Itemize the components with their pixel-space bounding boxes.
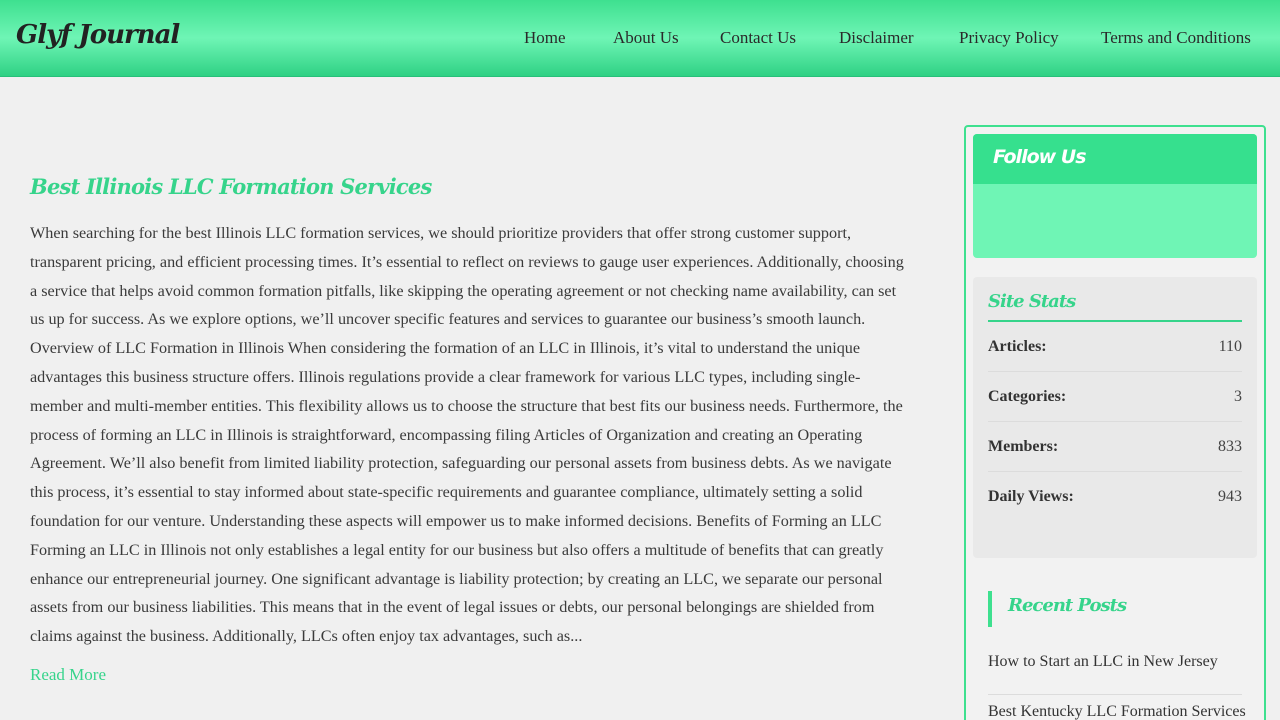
site-logo[interactable]: Glyf Journal — [16, 20, 180, 50]
site-header — [0, 0, 1280, 77]
stat-value: 833 — [1218, 437, 1242, 455]
stat-row-members — [988, 422, 1242, 472]
stat-row-daily-views — [988, 472, 1242, 522]
sidebar — [964, 125, 1266, 720]
post-article — [30, 174, 910, 685]
follow-us-title: Follow Us — [973, 134, 1257, 184]
stat-row-categories — [988, 372, 1242, 422]
post-excerpt: When searching for the best Illinois LLC formation services, we should prioritize providers that offer strong customer support, transparent pricing, and efficient processing times. It’s essential to reflect on reviews to gauge user experiences. Additionally, choosing a service that helps avoid common formation pitfalls, like skipping the operating agreement or not checking name availability, can set us up for success. As we explore options, we’ll uncover specific features and services to guarantee our business’s smooth launch. Overview of LLC Formation in Illinois When considering the formation of an LLC in Illinois, it’s vital to understand the unique advantages this business structure offers. Illinois regulations provide a clear framework for various LLC types, including single-member and multi-member entities. This flexibility allows us to choose the structure that best fits our business needs. Furthermore, the process of forming an LLC in Illinois is straightforward, encompassing filing Articles of Organization and creating an Operating Agreement. We’ll also benefit from limited liability protection, safeguarding our personal assets from business debts. As we navigate this process, it’s essential to stay informed about state-specific requirements and guarantee compliance, ultimately setting a solid foundation for our venture. Understanding these aspects will empower us to make informed decisions. Benefits of Forming an LLC Forming an LLC in Illinois not only establishes a legal entity for our business but also offers a multitude of benefits that can greatly enhance our entrepreneurial journey. One significant advantage is liability protection; by creating an LLC, we separate our personal assets from our business liabilities. This means that in the event of legal issues or debts, our personal belongings are shielded from claims against the business. Additionally, LLCs often enjoy tax advantages, such as... — [30, 224, 904, 646]
recent-post-link[interactable]: How to Start an LLC in New Jersey — [988, 645, 1242, 695]
nav-home[interactable]: Home — [524, 28, 566, 47]
recent-posts-list — [988, 645, 1246, 720]
stat-label: Daily Views: — [988, 488, 1074, 505]
stat-row-articles — [988, 322, 1242, 372]
stat-value: 3 — [1234, 387, 1242, 405]
site-stats-title: Site Stats — [988, 291, 1242, 322]
follow-us-widget — [973, 134, 1257, 258]
nav-privacy-policy[interactable]: Privacy Policy — [959, 28, 1059, 47]
stat-label: Articles: — [988, 337, 1047, 355]
nav-contact-us[interactable]: Contact Us — [720, 28, 797, 47]
site-stats-widget — [973, 277, 1257, 558]
stat-label: Categories: — [988, 387, 1067, 405]
stat-value: 110 — [1218, 337, 1242, 355]
nav-terms-and-conditions[interactable]: Terms and Conditions — [1101, 28, 1251, 47]
recent-post-link[interactable]: Best Kentucky LLC Formation Services — [988, 695, 1242, 720]
nav-disclaimer[interactable]: Disclaimer — [839, 28, 914, 47]
post-title[interactable]: Best Illinois LLC Formation Services — [30, 174, 432, 199]
recent-posts-widget — [988, 591, 1246, 720]
stat-value: 943 — [1218, 488, 1242, 505]
read-more-link[interactable]: Read More — [30, 664, 107, 684]
recent-posts-title: Recent Posts — [988, 591, 1242, 627]
stat-label: Members: — [988, 437, 1059, 455]
nav-about-us[interactable]: About Us — [613, 28, 679, 47]
